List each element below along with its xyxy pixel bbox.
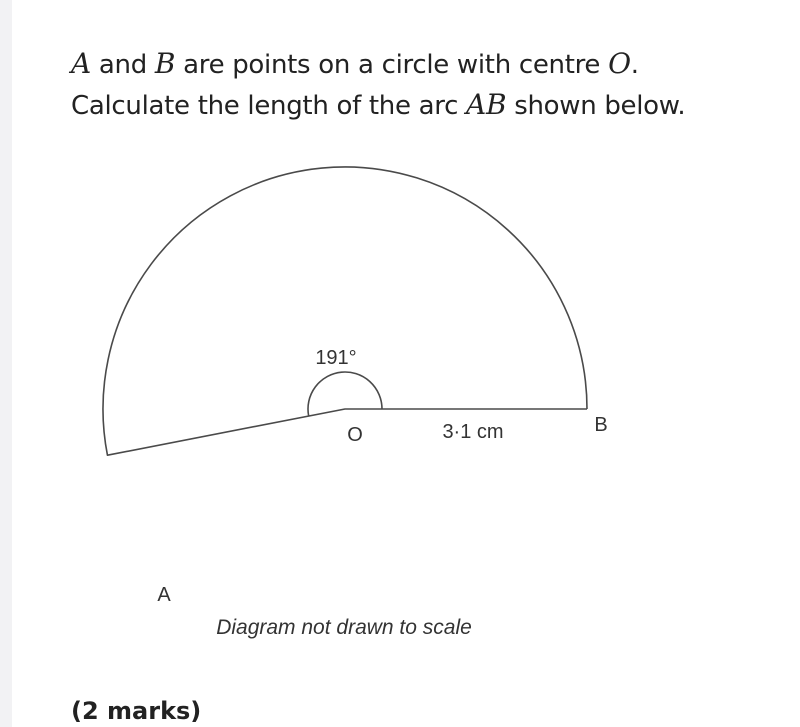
point-label-a: A xyxy=(157,584,171,606)
marks-label: (2 marks) xyxy=(71,697,202,725)
var-a: A xyxy=(71,47,91,80)
var-ab: AB xyxy=(466,88,507,121)
text-shown-below: shown below. xyxy=(506,91,686,121)
text-calculate: Calculate the length of the arc xyxy=(71,91,467,121)
text-circle: are points on a circle with centre xyxy=(175,50,609,80)
angle-label: 191° xyxy=(315,347,357,369)
text-and: and xyxy=(90,50,155,80)
text-period: . xyxy=(630,50,639,80)
var-b: B xyxy=(154,47,176,80)
radius-label: 3·1 cm xyxy=(442,421,504,443)
centre-label-o: O xyxy=(347,424,363,446)
diagram-caption: Diagram not drawn to scale xyxy=(216,616,472,639)
point-label-b: B xyxy=(594,414,608,436)
var-o: O xyxy=(608,47,631,80)
sector-outline xyxy=(103,167,587,455)
